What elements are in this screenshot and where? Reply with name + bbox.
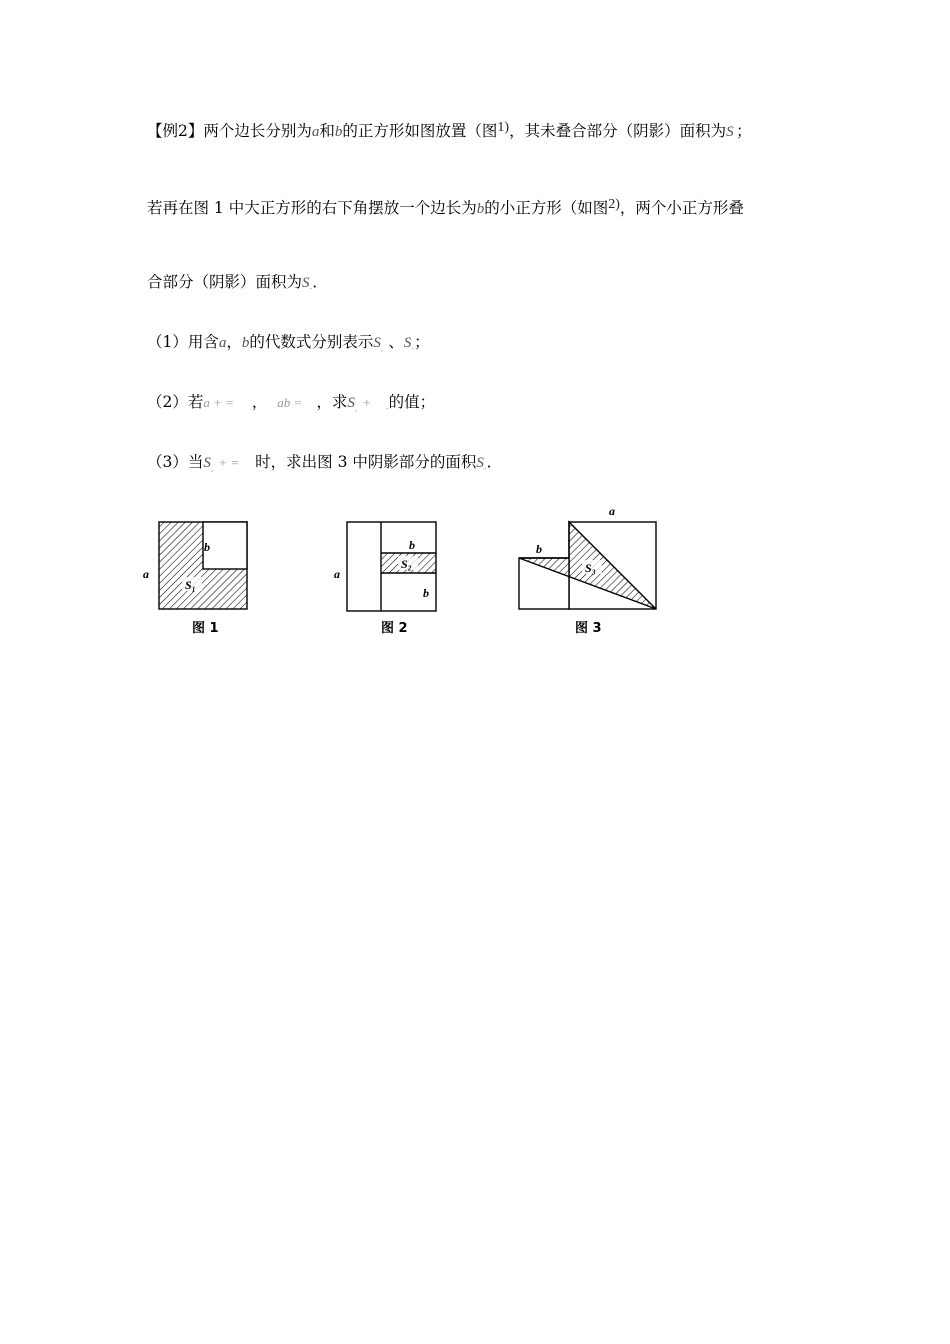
fig1-label-b: b [204,540,210,554]
fig3-label-b: b [536,542,542,556]
variable-b: b [476,201,485,217]
figure-2 [334,522,436,636]
fig2-label-s2: S₂ [401,557,412,571]
equation-a-plus-b: a + = [203,395,234,410]
fig1-caption: 图 1 [192,621,219,636]
figure-1 [143,522,247,636]
equation-ab: ab = [277,395,303,410]
question-3: （3）当$S_,$ + = 时，求出图 3 中阴影部分的面积$S_-$． [147,453,503,473]
figure-ref-1: 1) [497,120,510,135]
example-heading: 【例2】 [147,122,204,140]
variable-a: a [311,124,320,140]
fig2-label-b-bottom: b [423,586,429,600]
variable-s1: S [726,124,734,140]
fig2-label-b-top: b [409,538,415,552]
fig1-label-a: a [143,567,149,581]
problem-line-2: 若再在图 1 中大正方形的右下角摆放一个边长为b的小正方形（如图2)，两个小正方形叠 [147,197,744,217]
fig3-caption: 图 3 [575,621,602,636]
fig2-label-a: a [334,567,340,581]
variable-s2: S [302,275,310,291]
question-2: （2）若a + = ， ab = ，求$S_,$ + $_-$的值； [147,393,436,413]
problem-line-1: 【例2】两个边长分别为a和b的正方形如图放置（图1)，其未叠合部分（阴影）面积为S ； [147,120,752,140]
figure-ref-2: 2) [608,197,620,212]
fig3-label-a: a [609,504,615,518]
equation-s-sum: + = [218,455,240,470]
fig1-label-s1: S₁ [185,578,196,592]
fig2-caption: 图 2 [381,621,408,636]
figure-3 [519,504,656,636]
problem-line-3: 合部分（阴影）面积为$S_-$． [147,273,328,293]
variable-b: b [334,124,343,140]
fig3-label-s3: S₃ [585,561,596,575]
question-1: （1）用含a，b的代数式分别表示$S_,$ 、$S_-$； [147,333,430,353]
